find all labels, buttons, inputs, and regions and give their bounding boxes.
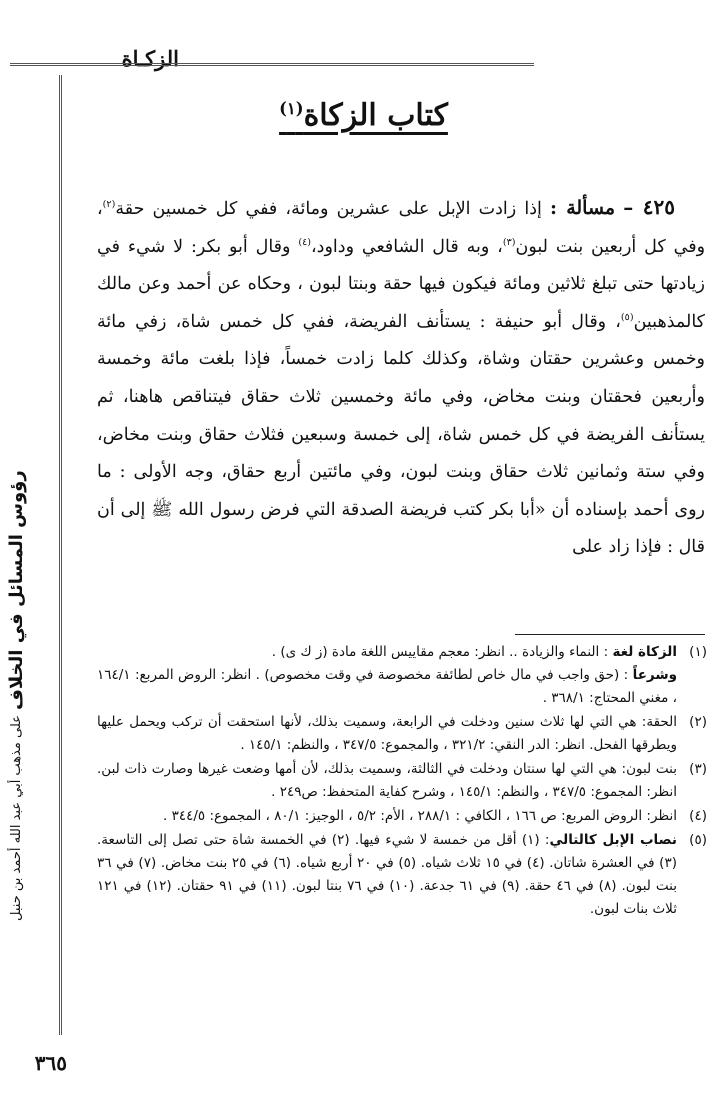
chapter-title — [0, 98, 727, 133]
footnotes — [97, 641, 707, 922]
side-rule — [59, 75, 62, 1035]
footnote-number: (٣) — [689, 761, 707, 777]
footnote-text: الحقة: هي التي لها ثلاث سنين ودخلت في الرابعة، وسميت بذلك، لأنها استحقت أن تركب ويحمل عليها ويطرقها الفحل. انظر: الدر النقي: ٣٢١/٢ ، والمجموع: ٣٤٧/٥ ، والنظم: ١٤٥/١ . — [97, 714, 677, 753]
footnote-definition: : (حق واجب في مال خاص لطائفة مخصوصة في وقت مخصوص) . انظر: الروض المربع: ١٦٤/١ ، مغني المحتاج: ٣٦٨/١ . — [97, 667, 677, 706]
text-segment-4: وقال أبو بكر: لا شيء في زيادتها حتى تبلغ ثلاثين ومائة فيكون فيها حقة وبنتا لبون ، وحكاه عن أحمد وعن مالك كالمذهبين — [97, 236, 705, 332]
footnote-number: (٢) — [689, 714, 707, 730]
footnote-text: بنت لبون: هي التي لها سنتان ودخلت في الثالثة، وسميت بذلك، لأن أمها وضعت غيرها وصارت ذات لبن. انظر: المجموع: ٣٤٧/٥ ، والنظم: ١٤٥/١ ، وشرح كفاية المتحفظ: ص٢٤٩ . — [97, 761, 677, 800]
issue-paragraph — [97, 189, 705, 567]
footnote-text: انظر: الروض المربع: ص ١٦٦ ، الكافي : ٢٨٨/١ ، الأم: ٥/٢ ، الوجيز: ٨٠/١ ، المجموع: ٣٤٤/٥ . — [163, 808, 677, 824]
footnote-4 — [97, 805, 707, 828]
note-ref-5: (٥) — [620, 311, 634, 323]
footnote-number: (٥) — [689, 832, 707, 848]
main-text — [97, 189, 705, 567]
chapter-note-ref: (١) — [279, 99, 304, 118]
footnote-term: نصاب الإبل كالتالي — [549, 832, 677, 848]
header-rule — [10, 63, 534, 66]
footnote-text — [97, 829, 677, 921]
footnote-term: وشرعاً — [632, 667, 677, 683]
footnote-rule — [515, 634, 705, 635]
footnote-definition: : النماء والزيادة .. انظر: معجم مقاييس اللغة مادة (ز ك ى) . — [271, 644, 613, 660]
footnote-definition: : (١) أقل من خمسة لا شيء فيها. (٢) في الخمسة شاة حتى تصل إلى التاسعة. (٣) في العشرة شاتان. (٤) في ١٥ ثلاث شياه. (٥) في ٢٠ أربع شياه. (٦) في ٢٥ بنت مخاض. (٧) في ٣٦ بنت لبون. (٨) في ٤٦ حقة. (٩) في ٦١ جدعة. (١٠) في ٧٦ بنتا لبون. (١١) في ٩١ حقتان. (١٢) في ١٢١ ثلاث بنات لبون. — [97, 832, 678, 917]
side-title-main: رؤوس المسائل في الخلاف — [6, 470, 27, 710]
footnote-3 — [97, 758, 707, 804]
footnote-number: (٤) — [689, 808, 707, 824]
footnote-term: الزكاة لغة — [612, 644, 677, 660]
footnote-1 — [97, 641, 707, 710]
text-segment-3: ، وبه قال الشافعي وداود، — [311, 236, 503, 257]
footnote-text — [97, 641, 677, 710]
footnote-number: (١) — [689, 644, 707, 660]
issue-label: مسألة : — [550, 197, 616, 219]
text-segment-1: إذا زادت الإبل على عشرين ومائة، ففي كل خمسين حقة — [115, 199, 551, 219]
note-ref-2: (٢) — [102, 199, 116, 211]
running-header-title: الزكـاة — [121, 46, 179, 71]
note-ref-3: (٣) — [502, 236, 516, 248]
footnote-5 — [97, 829, 707, 921]
text-segment-5: ، وقال أبو حنيفة : يستأنف الفريضة، ففي كل خمس شاة، زفي مائة وخمس وعشرين حقتان وشاة، وكذلك كلما زادت خمساً، فإذا بلغت مائة وخمسة وأربعين فحقتان وبنت مخاض، وفي مائة وخمسين ثلاث حقاق فيتناقص هاهنا، ثم يستأنف الفريضة في كل خمس شاة، إلى خمسة وسبعين فثلاث حقاق وبنت مخاض، وفي ستة وثمانين ثلاث حقاق وبنت لبون، وفي مائتين أربع حقاق، وجه الأولى : ما روى أحمد بإسناده أن «أبا بكر كتب فريضة الصدقة التي فرض رسول الله ﷺ إلى أن قال : فإذا زاد على — [97, 311, 705, 558]
text-segment-2: ، وفي كل أربعين بنت لبون — [97, 199, 706, 257]
chapter-title-text: كتاب الزكاة — [303, 98, 448, 133]
side-book-title — [6, 470, 54, 921]
note-ref-4: (٤) — [298, 236, 312, 248]
footnote-2 — [97, 711, 707, 757]
issue-number: ٤٢٥ – — [623, 195, 675, 219]
page-number: ٣٦٥ — [34, 1051, 67, 1075]
side-title-sub: على مذهب أبي عبد الله أحمد بن حنبل — [9, 714, 24, 921]
